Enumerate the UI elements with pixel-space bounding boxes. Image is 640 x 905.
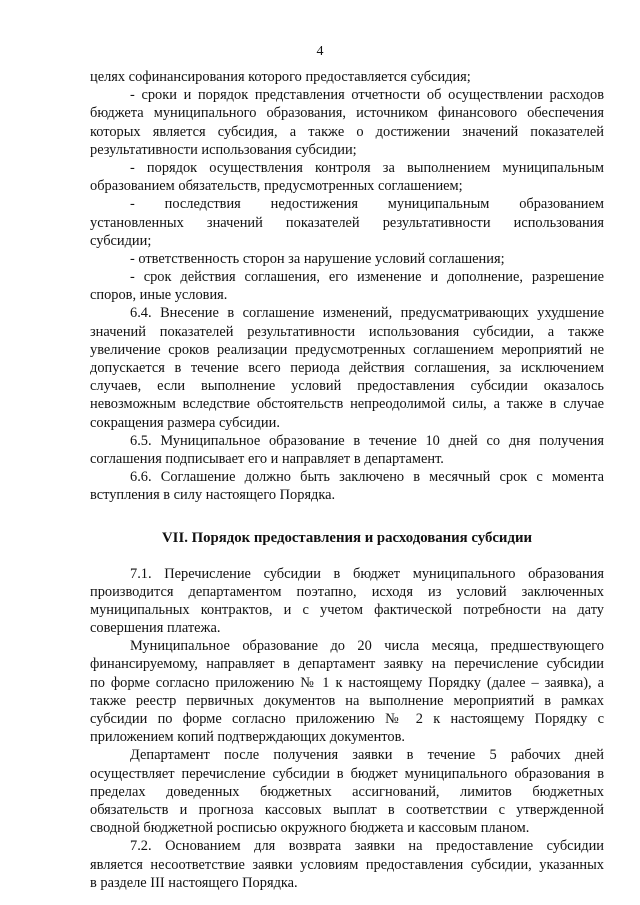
text-line: - порядок осуществления контроля за выполнением муниципальным <box>130 159 604 176</box>
text-line: допускается в течение всего периода действия соглашения, за исключением <box>90 360 604 376</box>
text-line: - последствия недостижения муниципальным образованием <box>130 196 604 213</box>
text-line: образованием обязательств, предусмотренных соглашением; <box>90 178 463 195</box>
text-line: субсидии по форме согласно приложению № 2 к настоящему Порядку с <box>90 711 604 727</box>
text-line: также реестр первичных документов на выполнение мероприятий в рамках <box>90 692 604 709</box>
text-line: пределах доведенных бюджетных ассигнований, лимитов бюджетных <box>90 783 604 800</box>
text-line: Муниципальное образование до 20 числа месяца, предшествующего <box>130 638 604 655</box>
text-line: 6.6. Соглашение должно быть заключено в месячный срок с момента <box>130 469 604 486</box>
section-7 <box>90 565 604 892</box>
text-line: 7.1. Перечисление субсидии в бюджет муниципального образования <box>130 565 604 582</box>
text-line: субсидии; <box>90 232 152 249</box>
text-line: значений показателей результативности использования субсидии, а также <box>90 323 604 340</box>
text-line: финансируемому, направляет в департамент заявку на перечисление субсидии <box>90 656 604 673</box>
page-number: 4 <box>316 44 324 59</box>
text-line: бюджета муниципального образования, источником финансового обеспечения <box>90 105 604 122</box>
text-line: - сроки и порядок представления отчетности об осуществлении расходов <box>130 87 604 104</box>
text-line: является несоответствие заявки условиям предоставления субсидии, указанных <box>90 856 604 873</box>
text-line: 6.5. Муниципальное образование в течение 10 дней со дня получения <box>130 432 604 449</box>
text-line: приложением копий подтверждающих документов. <box>90 729 405 746</box>
text-line: в разделе III настоящего Порядка. <box>90 874 298 891</box>
text-line: Департамент после получения заявки в течение 5 рабочих дней <box>130 747 604 764</box>
text-line: целях софинансирования которого предоставляется субсидия; <box>90 69 471 85</box>
text-line: производится департаментом поэтапно, исходя из условий заключенных <box>90 583 604 600</box>
text-line: соглашения подписывает его и направляет в департамент. <box>90 450 444 467</box>
section-6-continued <box>90 68 604 505</box>
text-line: невозможным вследствие обстоятельств непреодолимой силы, а также в случае <box>90 396 604 413</box>
text-line: совершения платежа. <box>90 620 221 637</box>
text-line: увеличение сроков реализации предусмотренных соглашением мероприятий не <box>90 341 604 358</box>
text-line: муниципальных контрактов, и с учетом фактической потребности на дату <box>90 601 604 618</box>
text-line: сокращения размера субсидии. <box>90 414 280 431</box>
text-line: - срок действия соглашения, его изменение и дополнение, разрешение <box>130 269 604 286</box>
text-line: которых является субсидия, а также о достижении значений показателей <box>90 123 604 140</box>
text-line: 7.2. Основанием для возврата заявки на предоставление субсидии <box>130 838 604 855</box>
text-line: установленных значений показателей результативности использования <box>90 214 604 231</box>
text-line: 6.4. Внесение в соглашение изменений, предусматривающих ухудшение <box>130 305 604 322</box>
document-body <box>90 68 604 892</box>
text-line: сводной бюджетной росписью окружного бюджета и кассовым планом. <box>90 820 530 837</box>
text-line: - ответственность сторон за нарушение условий соглашения; <box>130 250 505 267</box>
text-line: случаев, если выполнение условий предоставления субсидии оказалось <box>90 378 604 395</box>
text-line: споров, иные условия. <box>90 287 228 304</box>
text-line: вступления в силу настоящего Порядка. <box>90 487 336 504</box>
section-heading: VII. Порядок предоставления и расходования субсидии <box>162 529 532 546</box>
text-line: результативности использования субсидии; <box>90 141 357 158</box>
text-line: осуществляет перечисление субсидии в бюджет муниципального образования в <box>90 765 604 782</box>
text-line: по форме согласно приложению № 1 к настоящему Порядку (далее – заявка), а <box>90 674 604 691</box>
text-line: обязательств и прогноза кассовых выплат в соответствии с утвержденной <box>90 801 604 818</box>
